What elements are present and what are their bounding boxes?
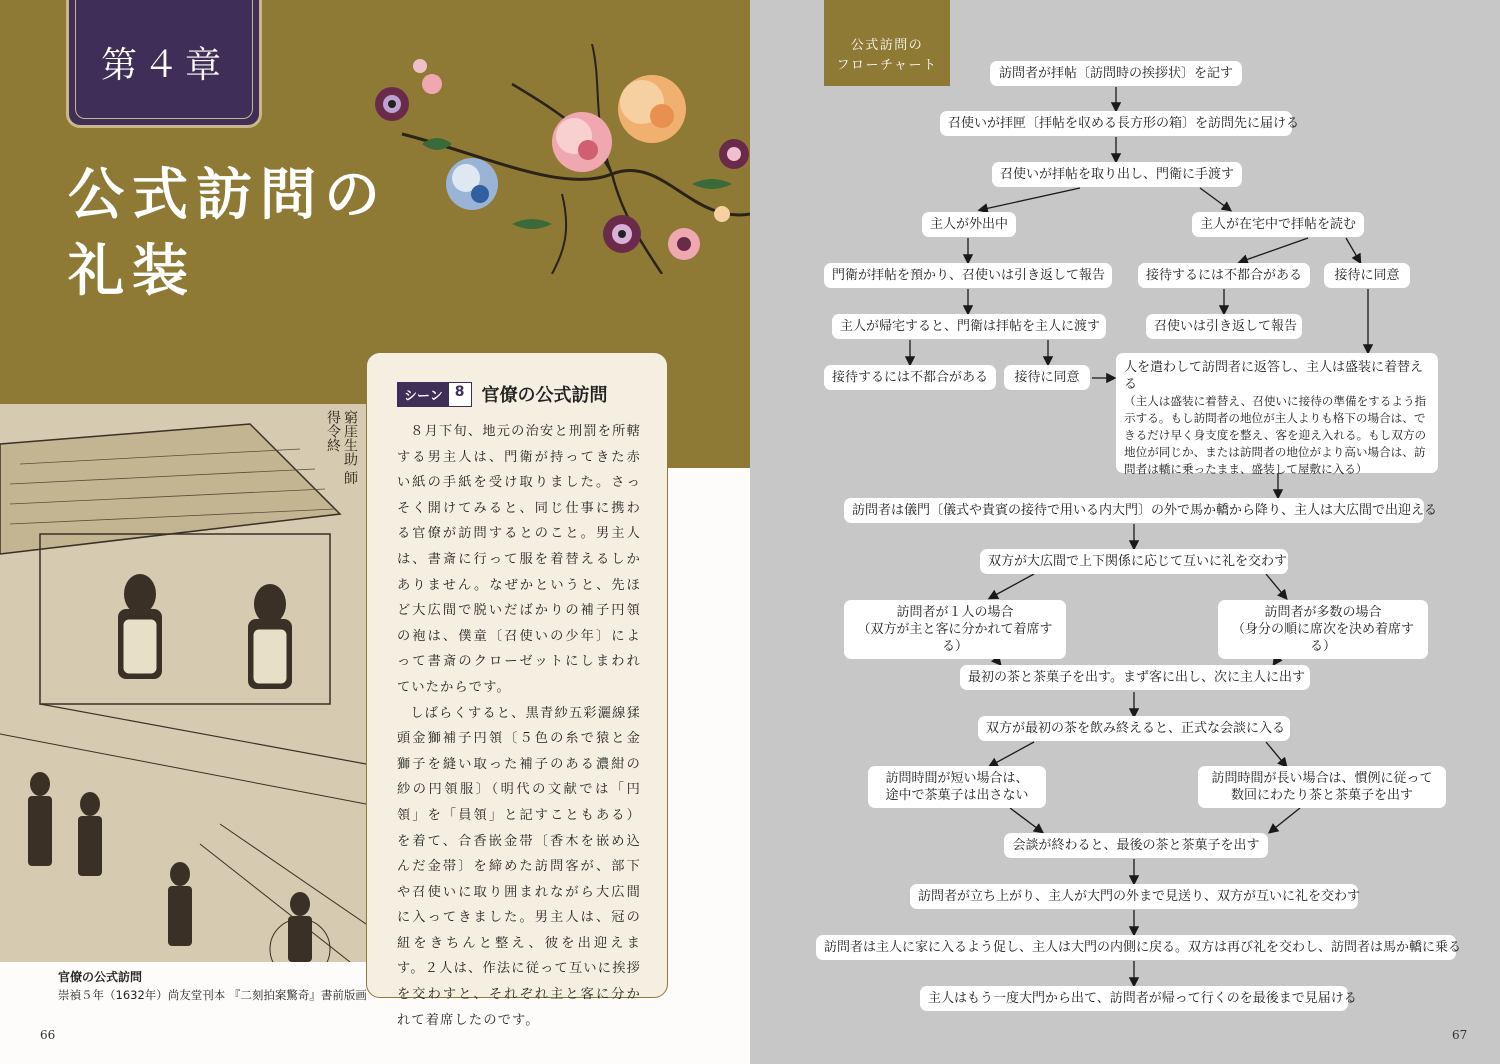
scene-title: 官僚の公式訪問: [481, 385, 608, 406]
scene-header: [397, 381, 641, 407]
flow-step-agree-a: 接待に同意: [1324, 263, 1410, 288]
scene-body: [397, 419, 641, 1033]
flow-step-single-visitor: [844, 600, 1066, 659]
flow-step-master-out: 主人が外出中: [922, 212, 1016, 237]
flow-step-dress-formally-main: 人を遣わして訪問者に返答し、主人は盛装に着替える: [1124, 360, 1424, 392]
flow-step-short-visit-line2: 途中で茶菓子は出さない: [885, 788, 1029, 803]
flow-step-see-off: 訪問者が立ち上がり、主人が大門の外まで見送り、双方が互いに礼を交わす: [910, 884, 1358, 909]
flow-step-deliver-box: 召使いが拝匣〔拝帖を収める長方形の箱〕を訪問先に届ける: [940, 111, 1292, 136]
flow-step-servant-reports: 召使いは引き返して報告: [1146, 314, 1302, 339]
scene-paragraph: しばらくすると、黒青紗五彩灑線猱頭金獅補子円領〔５色の糸で猿と金獅子を縫い取った補子のある濃紺の紗の円領服〕（明代の文献では「円領」を「員領」と記すこともある）を着て、合香嵌金帯〔香木を嵌め込んだ金帯〕を締めた訪問客が、部下や召使いに取り囲まれながら大広間に入ってきました。男主人は、冠の紐をきちんと整え、彼を出迎えます。２人は、作法に従って互いに挨拶を交わすと、それぞれ主と客に分かれて着席したのです。: [397, 705, 641, 1028]
flow-step-alight-ceremonial-gate: 訪問者は儀門〔儀式や貴賓の接待で用いる内大門〕の外で馬か轎から降り、主人は大広間で出迎える: [844, 498, 1424, 523]
flow-step-master-returns: 主人が帰宅すると、門衛は拝帖を主人に渡す: [832, 314, 1106, 339]
caption-title: 官僚の公式訪問: [58, 970, 143, 984]
flow-step-long-visit-line1: 訪問時間が長い場合は、慣例に従って: [1211, 771, 1433, 786]
scene-badge: [397, 382, 472, 407]
flowchart-label-line1: 公式訪問の: [850, 38, 924, 53]
flow-step-gatekeeper-keeps: 門衛が拝帖を預かり、召使いは引き返して報告: [824, 263, 1112, 288]
flow-step-short-visit: [868, 766, 1046, 808]
chapter-title-line1: 公式訪問の: [68, 163, 388, 228]
flow-step-many-visitors: [1218, 600, 1428, 659]
chapter-title-line2: 礼装: [68, 239, 196, 304]
flow-step-first-tea: 最初の茶と茶菓子を出す。まず客に出し、次に主人に出す: [960, 665, 1310, 690]
flow-step-visitor-mounts: 訪問者は主人に家に入るよう促し、主人は大門の内側に戻る。双方は再び礼を交わし、訪問者は馬か轎に乗る: [816, 935, 1456, 960]
scallop-edge: [668, 452, 750, 472]
flow-step-final-watch: 主人はもう一度大門から出て、訪問者が帰って行くのを最後まで見届ける: [920, 986, 1348, 1011]
flow-step-long-visit-line2: 数回にわたり茶と茶菓子を出す: [1230, 788, 1413, 803]
flow-step-single-visitor-line2: （双方が主と客に分かれて着席する）: [857, 622, 1053, 654]
right-page: [750, 0, 1500, 1064]
flow-step-last-tea: 会談が終わると、最後の茶と茶菓子を出す: [1004, 833, 1268, 858]
scene-card: [366, 352, 668, 1028]
flow-step-master-home: 主人が在宅中で拝帖を読む: [1192, 212, 1364, 237]
scene-badge-label: シーン: [398, 383, 449, 406]
chapter-label: 第４章: [100, 45, 227, 86]
flow-step-formal-talk: 双方が最初の茶を飲み終えると、正式な会談に入る: [978, 716, 1290, 741]
flow-step-agree-b: 接待に同意: [1004, 365, 1090, 390]
flow-step-long-visit: [1198, 766, 1446, 808]
page-number-left: 66: [40, 1028, 56, 1042]
flow-step-write-card: 訪問者が拝帖〔訪問時の挨拶状〕を記す: [990, 61, 1242, 86]
flow-step-many-visitors-line1: 訪問者が多数の場合: [1264, 605, 1382, 620]
woodcut-inscription-text: 窮厓生助 師得令終: [325, 410, 358, 485]
flow-step-single-visitor-line1: 訪問者が１人の場合: [896, 605, 1014, 620]
flow-step-dress-formally-note: （主人は盛装に着替え、召使いに接待の準備をするよう指示する。もし訪問者の地位が主人よりも格下の場合は、できるだけ早く身支度を整え、客を迎え入れる。もし双方の地位が同じか、または訪問者の地位がより高い場合は、訪問者は轎に乗ったまま、盛装して屋敷に入る）: [1124, 394, 1427, 476]
scene-badge-number: 8: [449, 383, 471, 406]
page-number-right: 67: [1452, 1028, 1468, 1042]
flow-step-inconvenient-b: 接待するには不都合がある: [824, 365, 996, 390]
flowchart-label-line2: フローチャート: [836, 58, 938, 73]
chapter-title: [68, 158, 408, 310]
embroidered-flowers-illustration: [362, 44, 750, 274]
flow-step-hand-gatekeeper: 召使いが拝帖を取り出し、門衛に手渡す: [992, 162, 1242, 187]
flow-step-exchange-bows: 双方が大広間で上下関係に応じて互いに礼を交わす: [980, 549, 1288, 574]
scene-paragraph: ８月下旬、地元の治安と刑罰を所轄する男主人は、門衛が持ってきた赤い紙の手紙を受け取りました。さっそく開けてみると、同じ仕事に携わる官僚が訪問するとのこと。男主人は、書斎に行って服を着替えるしかありません。なぜかというと、先ほど大広間で脱いだばかりの補子円領の袍は、僕童〔召使いの少年〕によって書斎のクローゼットにしまわれていたからです。: [397, 424, 641, 695]
flow-step-many-visitors-line2: （身分の順に席次を決め着席する）: [1231, 622, 1414, 654]
flow-step-dress-formally: [1116, 353, 1438, 476]
chapter-badge: [66, 0, 262, 128]
flow-step-inconvenient-a: 接待するには不都合がある: [1138, 263, 1310, 288]
caption-source: 崇禎５年（1632年）尚友堂刊本 『二刻拍案驚奇』書前版画: [58, 988, 367, 1002]
woodcut-illustration: [0, 404, 366, 962]
figure-caption: [58, 968, 367, 1004]
flow-step-short-visit-line1: 訪問時間が短い場合は、: [885, 771, 1029, 786]
